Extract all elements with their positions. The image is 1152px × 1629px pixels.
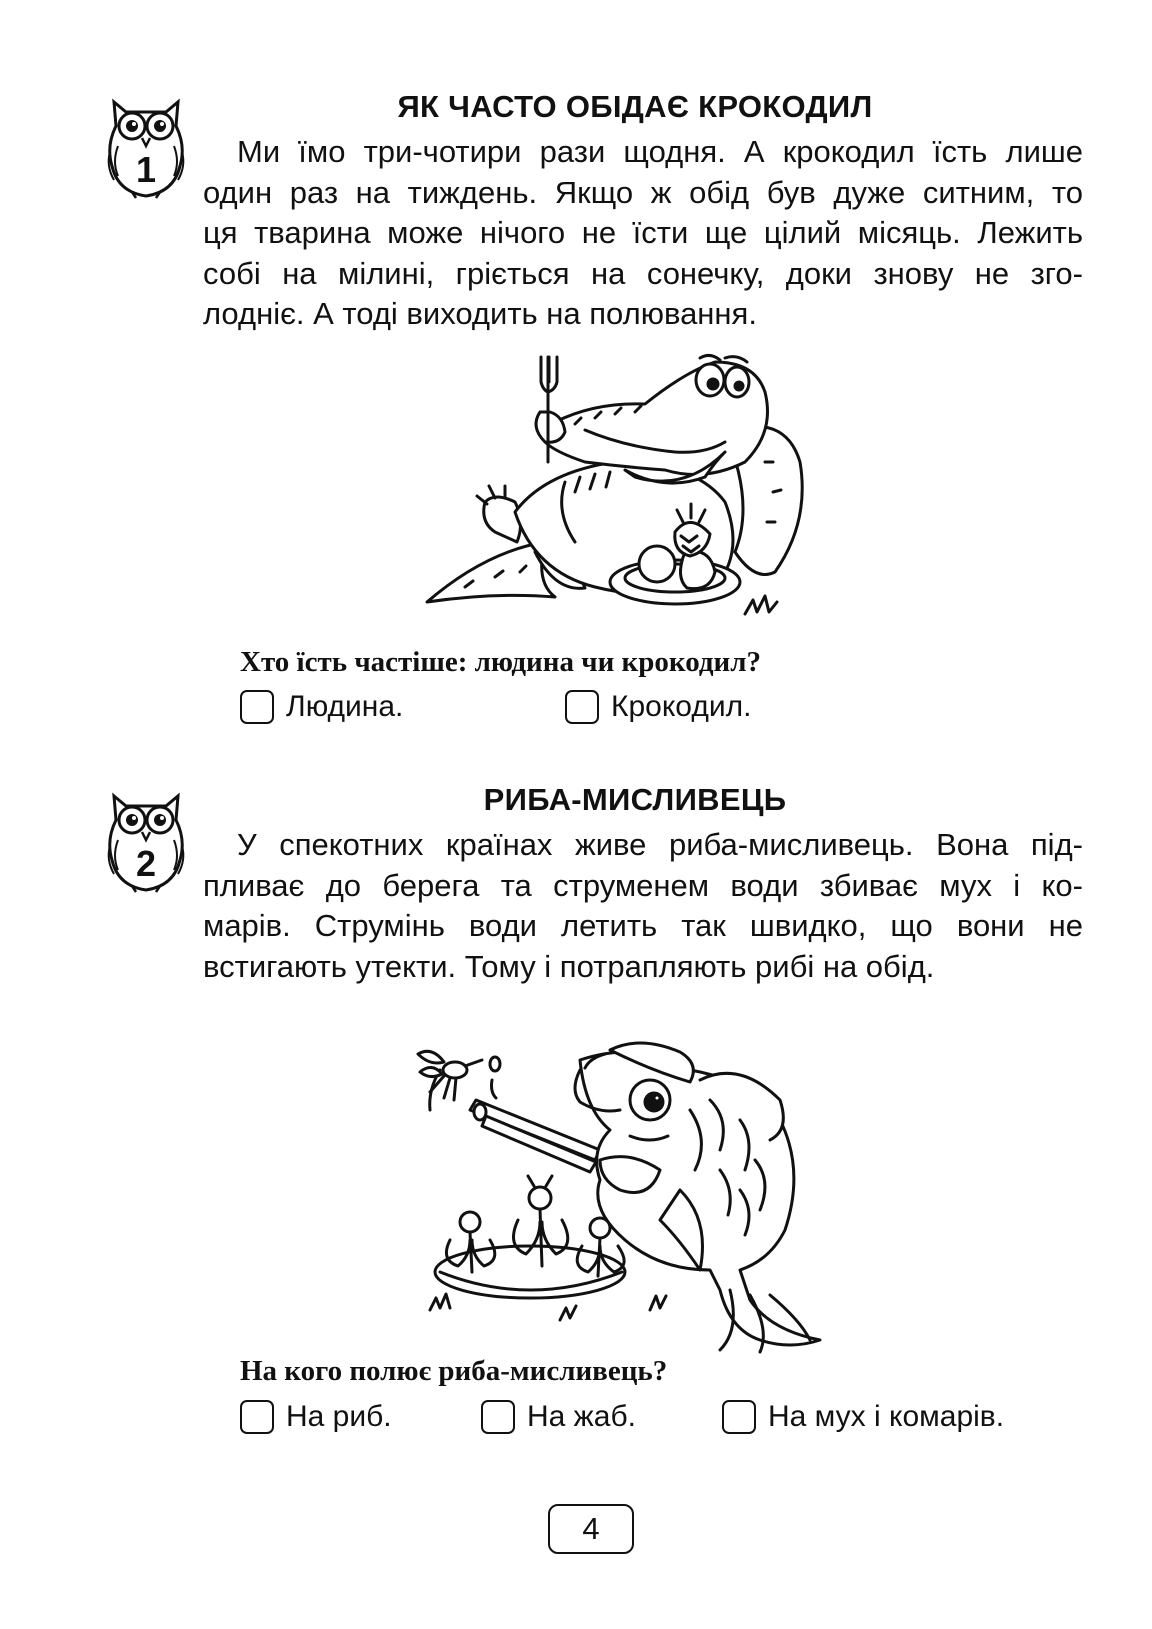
story-line: марів. Струмінь води летить так швидко, що вони не (203, 908, 1083, 943)
section-1-question: Хто їсть частіше: людина чи крокодил? (240, 646, 762, 678)
answer-option-fish[interactable] (240, 1400, 392, 1434)
answer-option-crocodile[interactable] (565, 690, 751, 724)
owl-icon (104, 96, 188, 200)
story-line: ця тварина може нічого не їсти ще цілий місяць. Лежить (203, 215, 1083, 250)
section-2-story (203, 825, 1083, 987)
story-line: пливає до берега та струменем води збиває мух і ко- (203, 867, 1083, 903)
answer-checkbox[interactable] (481, 1400, 515, 1434)
answer-checkbox[interactable] (240, 1400, 274, 1434)
story-line: Ми їмо три-чотири рази щодня. А крокодил їсть лише (237, 134, 1083, 169)
answer-label: На риб. (286, 1400, 392, 1433)
page-number: 4 (548, 1504, 634, 1554)
answer-option-person[interactable] (240, 690, 403, 724)
answer-label: Крокодил. (611, 690, 752, 723)
section-2-title: РИБА-МИСЛИВЕЦЬ (483, 782, 787, 817)
story-line: У спекотних країнах живе риба-мисливець. Вона під- (237, 827, 1083, 862)
story-line: лодніє. А тоді виходить на полювання. (203, 296, 757, 331)
owl-number-badge-2 (104, 790, 188, 894)
answer-checkbox[interactable] (722, 1400, 756, 1434)
section-1-title: ЯК ЧАСТО ОБІДАЄ КРОКОДИЛ (397, 89, 873, 124)
crocodile-eating-icon (425, 352, 845, 642)
answer-option-flies-mosquitoes[interactable] (722, 1400, 1004, 1434)
story-line: собі на мілині, гріється на сонечку, доки знову не зго- (203, 255, 1083, 291)
story-line: встигають утекти. Тому і потрапляють рибі на обід. (203, 948, 935, 984)
archer-fish-illustration (410, 1040, 850, 1360)
answer-label: На мух і комарів. (768, 1400, 1005, 1433)
crocodile-illustration (425, 352, 845, 642)
answer-checkbox[interactable] (565, 690, 599, 724)
section-2-question: На кого полює риба-мисливець? (240, 1355, 668, 1387)
answer-option-frogs[interactable] (481, 1400, 636, 1434)
owl-number-badge-1 (104, 96, 188, 200)
story-line: один раз на тиждень. Якщо ж обід був дуже ситним, то (203, 174, 1083, 210)
answer-checkbox[interactable] (240, 690, 274, 724)
section-number: 2 (135, 843, 157, 884)
owl-icon (104, 790, 188, 894)
section-1-story (203, 132, 1083, 335)
archer-fish-hunting-icon (410, 1040, 850, 1360)
section-number: 1 (135, 149, 157, 190)
answer-label: На жаб. (527, 1400, 636, 1433)
answer-label: Людина. (286, 690, 404, 723)
